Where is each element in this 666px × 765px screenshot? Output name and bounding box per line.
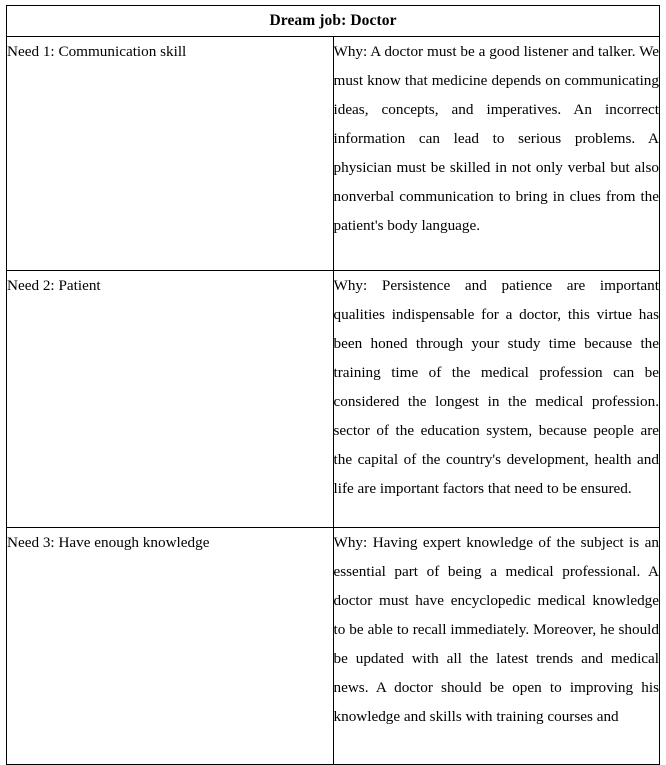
table-header xyxy=(7,6,660,37)
why-text-cell: Why: Having expert knowledge of the subject is an essential part of being a medical professional. A doctor must have encyclopedic medical knowledge to be able to recall immediately. Moreover, he should be updated with all the latest trends and medical news. A doctor should be open to improving his knowledge and skills with training courses and xyxy=(333,528,660,765)
why-text-cell: Why: Persistence and patience are important qualities indispensable for a doctor, this virtue has been honed through your study time because the training time of the medical profession can be considered the longest in the medical profession. sector of the education system, because people are the capital of the country's development, health and life are important factors that need to be ensured. xyxy=(333,271,660,528)
why-text-cell: Why: A doctor must be a good listener and talker. We must know that medicine depends on communicating ideas, concepts, and imperatives. An incorrect information can lead to serious problems. A physician must be skilled in not only verbal but also nonverbal communication to bring in clues from the patient's body language. xyxy=(333,37,660,271)
table-row xyxy=(7,528,660,765)
table-row xyxy=(7,37,660,271)
table-body xyxy=(7,37,660,765)
need-label-cell: Need 1: Communication skill xyxy=(7,37,334,271)
table-row xyxy=(7,271,660,528)
table-title-row xyxy=(7,6,660,37)
table-title: Dream job: Doctor xyxy=(7,6,660,37)
dream-job-table xyxy=(6,5,660,765)
need-label-cell: Need 3: Have enough knowledge xyxy=(7,528,334,765)
need-label-cell: Need 2: Patient xyxy=(7,271,334,528)
